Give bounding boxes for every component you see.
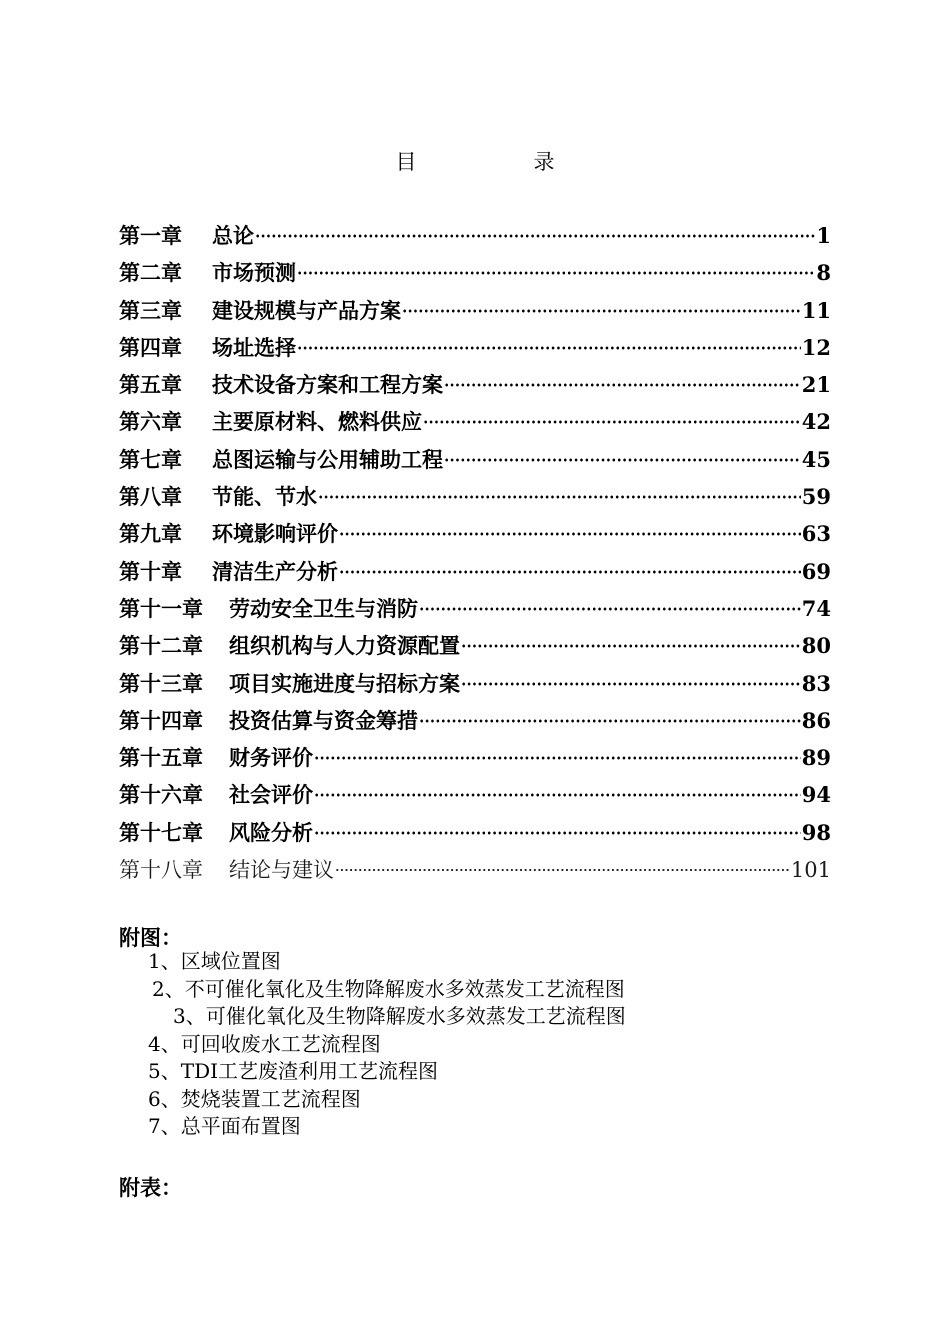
toc-entry[interactable] <box>119 556 831 593</box>
toc-entry[interactable] <box>119 854 831 891</box>
list-item: 1、区域位置图 <box>148 949 281 973</box>
toc-page-number: 45 <box>801 446 831 472</box>
toc-chapter-number: 第十六章 <box>119 782 203 808</box>
toc-entry[interactable] <box>119 779 831 816</box>
dot-leader <box>444 458 801 462</box>
toc-chapter-number: 第四章 <box>119 334 182 360</box>
toc-page-number: 74 <box>801 595 831 621</box>
toc-entry[interactable] <box>119 593 831 630</box>
dot-leader <box>318 495 801 499</box>
toc-chapter-number: 第一章 <box>119 223 182 248</box>
table-of-contents <box>119 220 831 891</box>
list-item: 2、不可催化氧化及生物降解废水多效蒸发工艺流程图 <box>152 976 625 1001</box>
dot-leader <box>314 831 801 835</box>
toc-page-number: 42 <box>801 409 831 435</box>
toc-entry[interactable] <box>119 332 831 369</box>
appendix-tables-heading: 附表： <box>119 1175 182 1200</box>
toc-page-number: 89 <box>801 745 831 771</box>
toc-page-number: 83 <box>801 670 831 696</box>
list-item: 6、焚烧装置工艺流程图 <box>148 1086 361 1111</box>
dot-leader <box>314 793 801 797</box>
toc-chapter-title: 财务评价 <box>229 745 313 771</box>
list-item: 4、可回收废水工艺流程图 <box>148 1031 381 1056</box>
toc-page-number: 101 <box>790 858 831 883</box>
toc-page-number: 59 <box>801 484 831 510</box>
dot-leader <box>461 682 801 686</box>
toc-chapter-number: 第十一章 <box>119 595 203 621</box>
toc-page-number: 69 <box>801 558 831 584</box>
toc-chapter-number: 第五章 <box>119 372 182 398</box>
toc-chapter-title: 节能、节水 <box>212 484 317 510</box>
toc-page-number: 86 <box>801 707 831 733</box>
toc-entry[interactable] <box>119 295 831 332</box>
toc-chapter-number: 第十二章 <box>119 633 203 659</box>
toc-chapter-title: 总论 <box>212 223 254 248</box>
toc-page-number: 98 <box>801 819 831 845</box>
toc-entry[interactable] <box>119 518 831 555</box>
toc-entry[interactable] <box>119 817 831 854</box>
toc-chapter-number: 第十八章 <box>119 858 203 883</box>
toc-entry[interactable] <box>119 668 831 705</box>
toc-chapter-number: 第十章 <box>119 558 182 584</box>
toc-entry[interactable] <box>119 630 831 667</box>
appendix-figures-list <box>119 948 626 1141</box>
toc-chapter-number: 第六章 <box>119 409 182 435</box>
dot-leader <box>423 420 801 424</box>
toc-page-number: 21 <box>801 372 831 398</box>
toc-chapter-number: 第十七章 <box>119 819 203 845</box>
toc-entry[interactable] <box>119 369 831 406</box>
toc-chapter-title: 环境影响评价 <box>212 521 338 547</box>
toc-page-number: 80 <box>801 633 831 659</box>
toc-page-number: 12 <box>801 334 831 360</box>
dot-leader <box>314 756 801 760</box>
toc-chapter-title: 结论与建议 <box>229 858 334 883</box>
list-item: 3、可催化氧化及生物降解废水多效蒸发工艺流程图 <box>173 1004 626 1028</box>
toc-chapter-title: 清洁生产分析 <box>212 558 338 584</box>
toc-chapter-number: 第七章 <box>119 446 182 472</box>
dot-leader <box>339 570 801 574</box>
toc-chapter-number: 第九章 <box>119 521 182 547</box>
dot-leader <box>461 644 801 648</box>
toc-chapter-number: 第三章 <box>119 297 182 323</box>
toc-page-number: 63 <box>801 521 831 547</box>
dot-leader <box>339 532 801 536</box>
toc-page-number: 1 <box>816 223 831 248</box>
appendix-figures-heading: 附图： <box>119 925 182 950</box>
dot-leader <box>444 383 801 387</box>
toc-entry[interactable] <box>119 705 831 742</box>
toc-entry[interactable] <box>119 742 831 779</box>
toc-chapter-title: 场址选择 <box>212 334 296 360</box>
toc-page-number: 94 <box>801 782 831 808</box>
toc-entry[interactable] <box>119 444 831 481</box>
toc-chapter-number: 第八章 <box>119 484 182 510</box>
toc-entry[interactable] <box>119 257 831 294</box>
toc-chapter-number: 第十四章 <box>119 707 203 733</box>
toc-entry[interactable] <box>119 481 831 518</box>
toc-page-number: 8 <box>816 260 831 286</box>
toc-chapter-title: 市场预测 <box>212 260 296 286</box>
list-item: 5、TDI工艺废渣利用工艺流程图 <box>148 1059 438 1083</box>
toc-chapter-title: 劳动安全卫生与消防 <box>229 595 418 621</box>
dot-leader <box>419 607 801 611</box>
toc-chapter-title: 组织机构与人力资源配置 <box>229 633 460 659</box>
toc-page-number: 11 <box>801 297 831 323</box>
toc-chapter-title: 社会评价 <box>229 782 313 808</box>
dot-leader <box>297 271 815 275</box>
dot-leader <box>335 868 790 872</box>
toc-chapter-title: 技术设备方案和工程方案 <box>212 372 443 398</box>
toc-chapter-title: 项目实施进度与招标方案 <box>229 670 460 696</box>
toc-entry[interactable] <box>119 406 831 443</box>
toc-chapter-title: 投资估算与资金筹措 <box>229 707 418 733</box>
toc-chapter-title: 主要原材料、燃料供应 <box>212 409 422 435</box>
dot-leader <box>297 346 801 350</box>
toc-chapter-title: 总图运输与公用辅助工程 <box>212 446 443 472</box>
list-item: 7、总平面布置图 <box>148 1114 301 1138</box>
dot-leader <box>402 309 801 313</box>
page-title: 目 录 <box>395 150 603 174</box>
dot-leader <box>255 234 815 238</box>
toc-chapter-title: 建设规模与产品方案 <box>212 297 401 323</box>
toc-chapter-number: 第十五章 <box>119 745 203 771</box>
toc-chapter-number: 第十三章 <box>119 670 203 696</box>
dot-leader <box>419 719 801 723</box>
toc-chapter-number: 第二章 <box>119 260 182 286</box>
toc-entry[interactable] <box>119 220 831 257</box>
toc-chapter-title: 风险分析 <box>229 819 313 845</box>
